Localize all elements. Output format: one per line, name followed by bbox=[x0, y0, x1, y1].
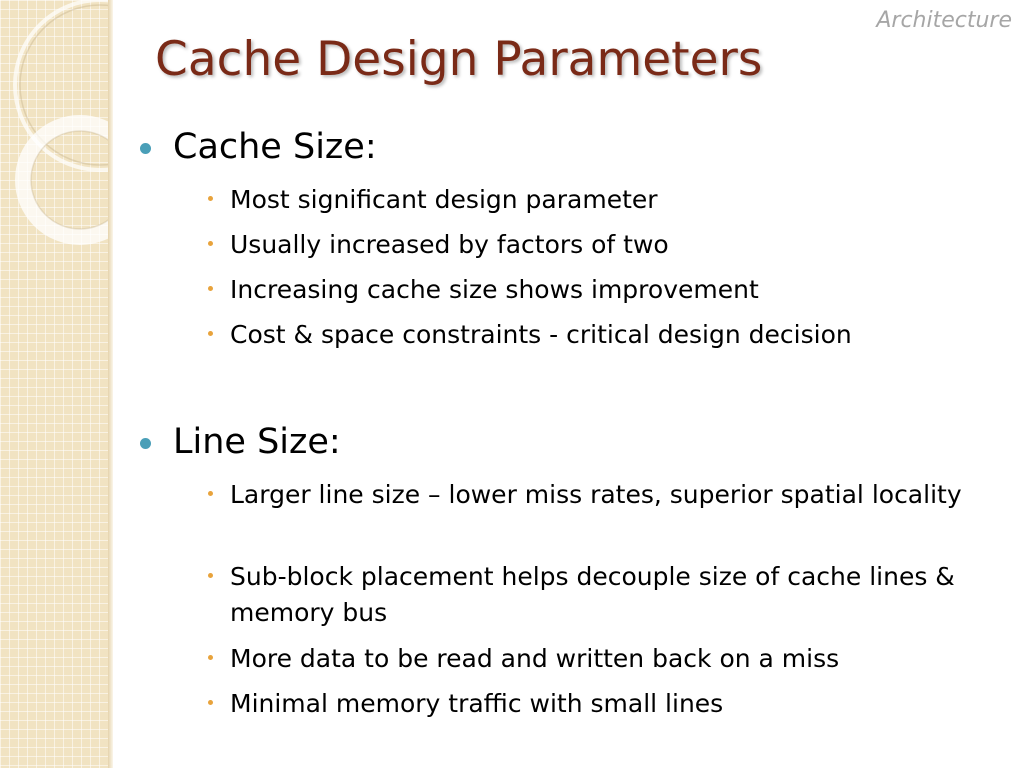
sub-bullet-dot-icon bbox=[208, 331, 213, 336]
sub-bullet bbox=[230, 272, 1005, 308]
decorative-circles bbox=[0, 0, 113, 300]
sub-bullet bbox=[230, 182, 1005, 218]
section-heading: Cache Size: bbox=[173, 127, 377, 167]
bullet-dot-icon bbox=[140, 438, 151, 449]
sub-bullet bbox=[230, 317, 1005, 353]
band-edge bbox=[108, 0, 113, 768]
sub-bullet bbox=[230, 227, 1005, 263]
sub-bullet-dot-icon bbox=[208, 241, 213, 246]
sub-bullet-dot-icon bbox=[208, 286, 213, 291]
sub-bullet-dot-icon bbox=[208, 700, 213, 705]
sub-bullet-text: Sub-block placement helps decouple size of cache lines & memory bus bbox=[230, 562, 955, 627]
sub-bullet bbox=[230, 641, 1005, 677]
sub-bullet-dot-icon bbox=[208, 573, 213, 578]
sub-bullet-text: Increasing cache size shows improvement bbox=[230, 275, 759, 304]
sub-bullet-dot-icon bbox=[208, 655, 213, 660]
sub-bullet-text: Larger line size – lower miss rates, superior spatial locality bbox=[230, 480, 962, 509]
slide-title: Cache Design Parameters bbox=[155, 32, 763, 87]
header-label: Architecture bbox=[876, 8, 1012, 33]
sub-bullet-text: More data to be read and written back on a miss bbox=[230, 644, 840, 673]
sub-bullet bbox=[230, 686, 1005, 722]
sub-bullet-text: Usually increased by factors of two bbox=[230, 230, 669, 259]
sub-bullet bbox=[230, 559, 1005, 631]
sub-bullet-dot-icon bbox=[208, 196, 213, 201]
sub-bullet-dot-icon bbox=[208, 491, 213, 496]
sub-bullet bbox=[230, 477, 1005, 513]
sub-bullet-text: Minimal memory traffic with small lines bbox=[230, 689, 724, 718]
bullet-dot-icon bbox=[140, 143, 151, 154]
sub-bullet-text: Most significant design parameter bbox=[230, 185, 658, 214]
section-heading: Line Size: bbox=[173, 422, 341, 462]
sub-bullet-text: Cost & space constraints - critical design decision bbox=[230, 320, 852, 349]
decorative-side-band bbox=[0, 0, 113, 768]
